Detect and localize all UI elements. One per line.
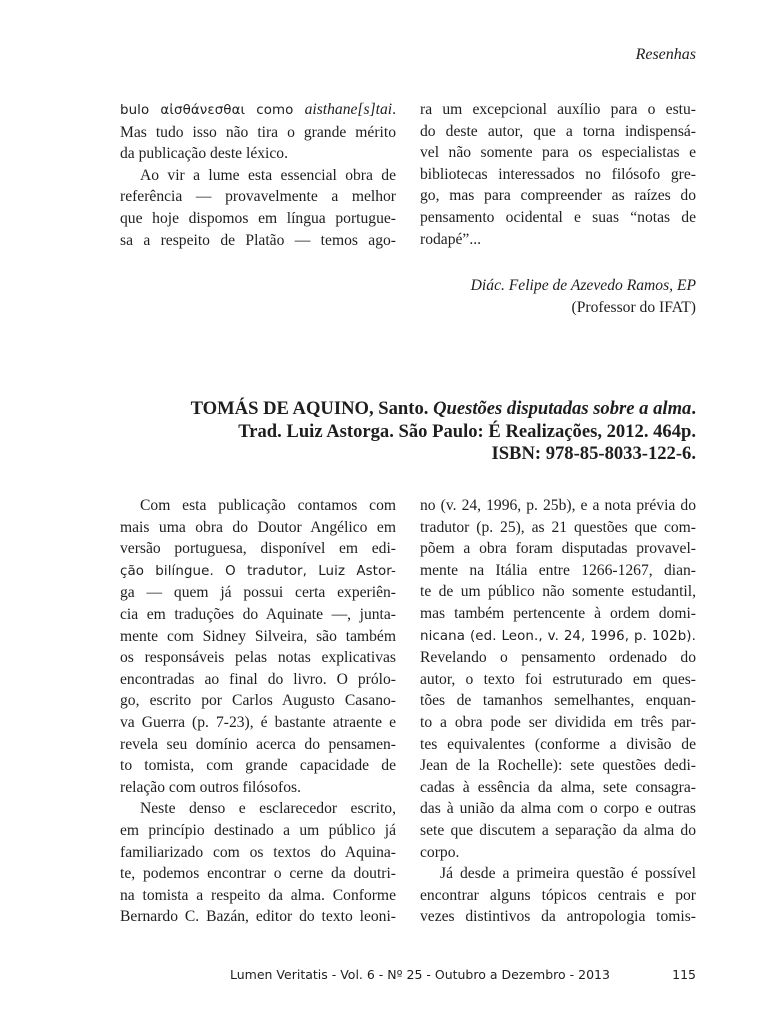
text-line: go, mas para compreender as raízes do — [420, 187, 696, 205]
text-line: que hoje dispomos em língua portugue- — [120, 209, 396, 227]
text-segment: ção bilíngue. O tradutor, Luiz Astor- — [120, 563, 396, 579]
text-line: autor, o texto foi estruturado em ques- — [420, 670, 696, 688]
text-line: rodapé”... — [420, 230, 482, 248]
review2-right-column — [420, 495, 696, 928]
text-line — [120, 99, 396, 122]
reference-line-1 — [96, 398, 696, 421]
text-line: Com esta publicação contamos com — [140, 497, 396, 514]
text-line: mente com Sidney Silveira, são também — [120, 627, 396, 645]
text-line: mente na Itália entre 1266-1267, dian- — [420, 561, 696, 579]
text-line: to tomista, com grande capacidade de — [120, 757, 396, 775]
text-line: to a obra pode ser dividida em três par- — [420, 713, 696, 731]
text-line: revela seu domínio acerca do pensamen- — [120, 735, 396, 753]
page-number: 115 — [672, 967, 696, 982]
review1-left-column — [120, 99, 396, 251]
text-line: referência — provavelmente a melhor — [120, 188, 396, 206]
text-line: mas também pertencente à ordem domi- — [420, 604, 696, 622]
text-line: Bernardo C. Bazán, editor do texto leoni- — [120, 908, 396, 926]
text-line: da publicação deste léxico. — [120, 145, 288, 163]
book-reference — [96, 398, 696, 466]
signature-name: Diác. Felipe de Azevedo Ramos, EP — [470, 277, 696, 294]
text-line: ra um excepcional auxílio para o estu- — [420, 101, 696, 118]
text-segment: nicana (ed. Leon., v. 24, 1996, p. 102b). — [420, 628, 696, 644]
reference-line-2: Trad. Luiz Astorga. São Paulo: É Realizações, 2012. 464p. — [238, 420, 696, 442]
text-segment: αἰσθάνεσθαι — [160, 103, 246, 118]
text-line: te, podemos encontrar o cerne da doutri- — [120, 865, 396, 883]
text-segment: como — [245, 103, 305, 118]
text-line: mais uma obra do Doutor Angélico em — [120, 518, 396, 536]
text-line: Jean de la Rochelle): sete questões dedi- — [420, 757, 696, 775]
text-line: vel não somente para os especialistas e — [420, 144, 696, 162]
reference-period: . — [691, 398, 696, 419]
reference-author: TOMÁS DE AQUINO, Santo. — [190, 398, 434, 419]
text-line: sete que discutem a separação da alma do — [420, 821, 696, 839]
text-line: cia em traduções do Aquinate —, junta- — [120, 605, 396, 623]
text-line: na tomista a respeito da alma. Conforme — [120, 886, 396, 904]
text-line: sa a respeito de Platão — temos ago- — [120, 231, 396, 249]
text-line: familiarizado com os textos do Aquina- — [120, 843, 396, 861]
text-line: das à união da alma com o corpo e outras — [420, 800, 696, 818]
text-line: te de um público não somente estudantil, — [420, 583, 696, 601]
reference-title: Questões disputadas sobre a alma — [433, 398, 692, 419]
text-line: versão portuguesa, disponível em edi- — [120, 540, 396, 558]
footer-journal: Lumen Veritatis - Vol. 6 - Nº 25 - Outubro a Dezembro - 2013 — [230, 967, 610, 982]
text-line: Revelando o pensamento ordenado do — [420, 649, 696, 667]
text-line: corpo. — [420, 843, 460, 861]
text-line: em princípio destinado a um público já — [120, 821, 396, 839]
text-line: va Guerra (p. 7-23), é bastante atraente e — [120, 713, 396, 731]
review1-signature — [471, 275, 696, 318]
signature-role: (Professor do IFAT) — [571, 298, 696, 316]
text-line: Já desde a primeira questão é possível — [440, 865, 696, 883]
text-line: cadas à essência da alma, sete consagra- — [420, 778, 696, 796]
text-line: ga — quem já possui certa experiên- — [120, 584, 396, 602]
text-line — [120, 560, 396, 583]
text-line — [420, 625, 696, 648]
text-line: tradutor (p. 25), as 21 questões que com- — [420, 518, 696, 536]
text-line: relação com outros filósofos. — [120, 778, 302, 796]
text-segment: aisthane[s]tai — [304, 101, 393, 118]
running-header: Resenhas — [635, 46, 696, 63]
text-line: encontrar alguns tópicos centrais e por — [420, 886, 696, 904]
text-segment: . — [392, 101, 397, 118]
text-segment: bulo — [120, 103, 161, 118]
text-line: tes equivalentes (conforme a divisão de — [420, 735, 696, 753]
text-line: põem a obra foram disputadas provavel- — [420, 540, 696, 558]
review1-right-column — [420, 99, 696, 250]
text-line: do deste autor, que a torna indispensá- — [420, 122, 696, 140]
text-line: Ao vir a lume esta essencial obra de — [140, 166, 396, 184]
text-line: Mas tudo isso não tira o grande mérito — [120, 123, 396, 141]
text-line: encontradas ao final do livro. O prólo- — [120, 670, 396, 688]
text-line: bibliotecas interessados no filósofo gre- — [420, 165, 696, 183]
text-line: go, escrito por Carlos Augusto Casano- — [120, 692, 396, 710]
text-line: tões de tamanhos semelhantes, enquan- — [420, 692, 696, 710]
text-line: vezes distintivos da antropologia tomis- — [420, 908, 696, 926]
text-line: Neste denso e esclarecedor escrito, — [140, 800, 396, 818]
review2-left-column — [120, 495, 396, 928]
text-line: pensamento ocidental e suas “notas de — [420, 208, 696, 226]
reference-line-3: ISBN: 978-85-8033-122-6. — [491, 443, 696, 464]
text-line: no (v. 24, 1996, p. 25b), e a nota prévia do — [420, 497, 696, 514]
text-line: os responsáveis pelas notas explicativas — [120, 649, 396, 667]
